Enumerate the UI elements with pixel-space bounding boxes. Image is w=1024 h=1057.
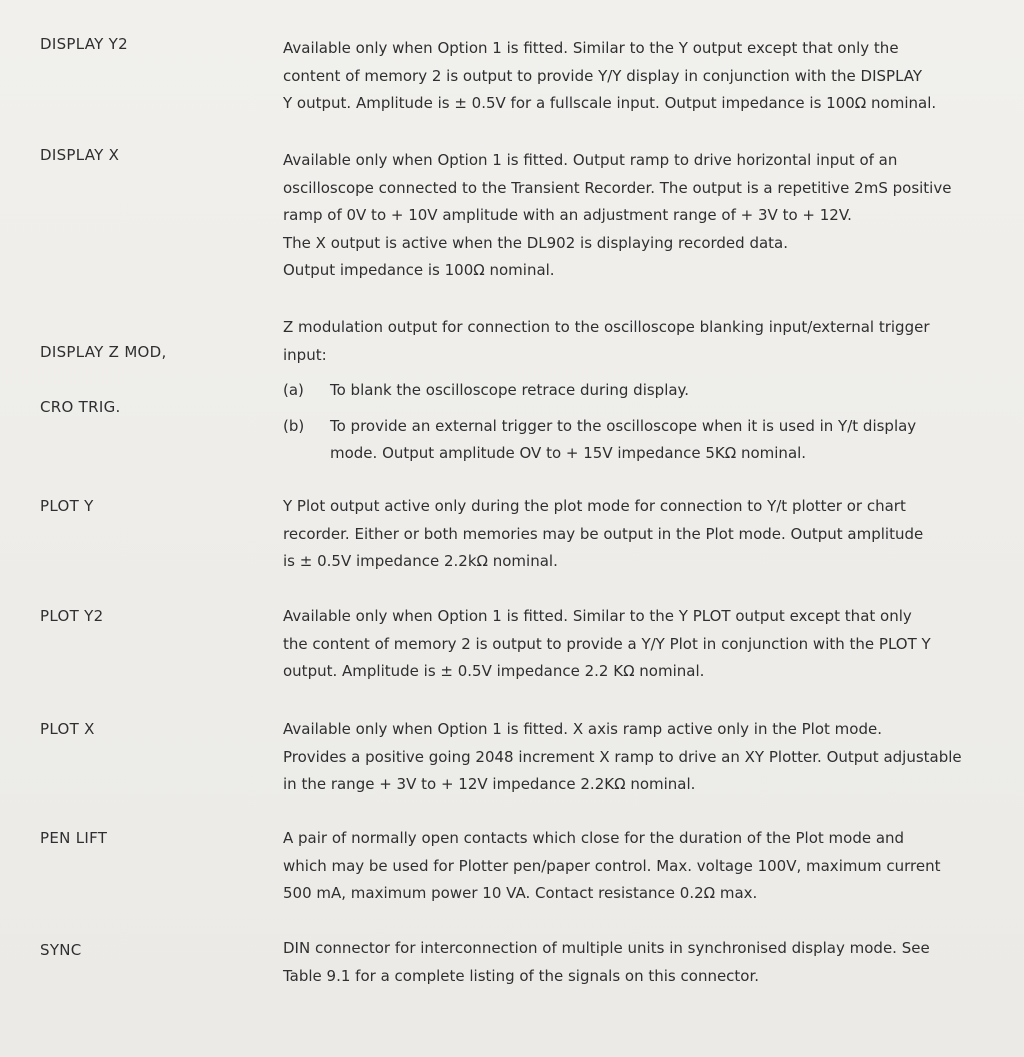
- list-item-marker: (a): [283, 381, 304, 399]
- description-line: mode. Output amplitude OV to + 15V impedance 5KΩ nominal.: [330, 444, 807, 462]
- list-item-b: [283, 413, 1008, 468]
- description-line: Available only when Option 1 is fitted. Similar to the Y PLOT output except that only: [283, 607, 912, 625]
- entry-description: [283, 716, 1008, 799]
- description-line: oscilloscope connected to the Transient Recorder. The output is a repetitive 2mS positive: [283, 178, 952, 197]
- description-line: ramp of 0V to + 10V amplitude with an adjustment range of + 3V to + 12V.: [283, 206, 852, 224]
- description-line: Y Plot output active only during the plot mode for connection to Y/t plotter or chart: [283, 497, 906, 515]
- entry-label: DISPLAY X: [40, 146, 120, 164]
- entry-label: [40, 311, 270, 449]
- description-line: the content of memory 2 is output to provide a Y/Y Plot in conjunction with the PLOT Y: [283, 634, 931, 653]
- entry-label: PLOT X: [40, 720, 95, 738]
- description-line: Available only when Option 1 is fitted. X axis ramp active only in the Plot mode.: [283, 720, 882, 738]
- entry-description: [283, 35, 1008, 118]
- description-line: recorder. Either or both memories may be output in the Plot mode. Output amplitude: [283, 524, 924, 543]
- entry-label-line: CRO TRIG.: [40, 397, 121, 416]
- description-line: content of memory 2 is output to provide Y/Y display in conjunction with the DISPLAY: [283, 66, 923, 85]
- description-line: A pair of normally open contacts which close for the duration of the Plot mode and: [283, 829, 905, 847]
- description-line: DIN connector for interconnection of multiple units in synchronised display mode. See: [283, 939, 930, 957]
- description-line: which may be used for Plotter pen/paper control. Max. voltage 100V, maximum current: [283, 856, 941, 875]
- list-item-text: [283, 413, 1008, 468]
- description-line: 500 mA, maximum power 10 VA. Contact resistance 0.2Ω max.: [283, 884, 758, 902]
- description-line: output. Amplitude is ± 0.5V impedance 2.2 KΩ nominal.: [283, 662, 705, 680]
- description-line: Table 9.1 for a complete listing of the signals on this connector.: [283, 966, 760, 985]
- entry-description: [283, 603, 1008, 686]
- entry-description: [283, 493, 1008, 576]
- description-line: To provide an external trigger to the oscilloscope when it is used in Y/t display: [330, 416, 917, 435]
- description-line: input:: [283, 345, 327, 364]
- list-item-a: [283, 377, 1008, 405]
- entry-label: DISPLAY Y2: [40, 35, 128, 53]
- description-line: Available only when Option 1 is fitted. Similar to the Y output except that only the: [283, 39, 899, 57]
- entry-label: PLOT Y2: [40, 607, 104, 625]
- entry-description: [283, 147, 1008, 285]
- entry-description: [283, 935, 1008, 990]
- entry-label: PEN LIFT: [40, 829, 108, 847]
- description-line: Provides a positive going 2048 increment X ramp to drive an XY Plotter. Output adjustable: [283, 747, 962, 766]
- list-item-text: [283, 377, 1008, 405]
- entry-label: PLOT Y: [40, 497, 94, 515]
- description-line: Available only when Option 1 is fitted. Output ramp to drive horizontal input of an: [283, 151, 898, 169]
- entry-label-line: DISPLAY Z MOD,: [40, 342, 167, 361]
- entry-description: [283, 825, 1008, 908]
- description-line: is ± 0.5V impedance 2.2kΩ nominal.: [283, 552, 558, 570]
- entry-description: [283, 314, 1008, 468]
- description-line: Z modulation output for connection to the oscilloscope blanking input/external trigger: [283, 318, 930, 336]
- description-line: The X output is active when the DL902 is displaying recorded data.: [283, 233, 788, 252]
- description-line: in the range + 3V to + 12V impedance 2.2KΩ nominal.: [283, 775, 696, 793]
- description-line: Y output. Amplitude is ± 0.5V for a fullscale input. Output impedance is 100Ω nominal.: [283, 94, 937, 112]
- list-item-marker: (b): [283, 416, 305, 435]
- description-line: Output impedance is 100Ω nominal.: [283, 261, 555, 279]
- description-line: To blank the oscilloscope retrace during display.: [330, 381, 690, 399]
- entry-label: SYNC: [40, 941, 82, 959]
